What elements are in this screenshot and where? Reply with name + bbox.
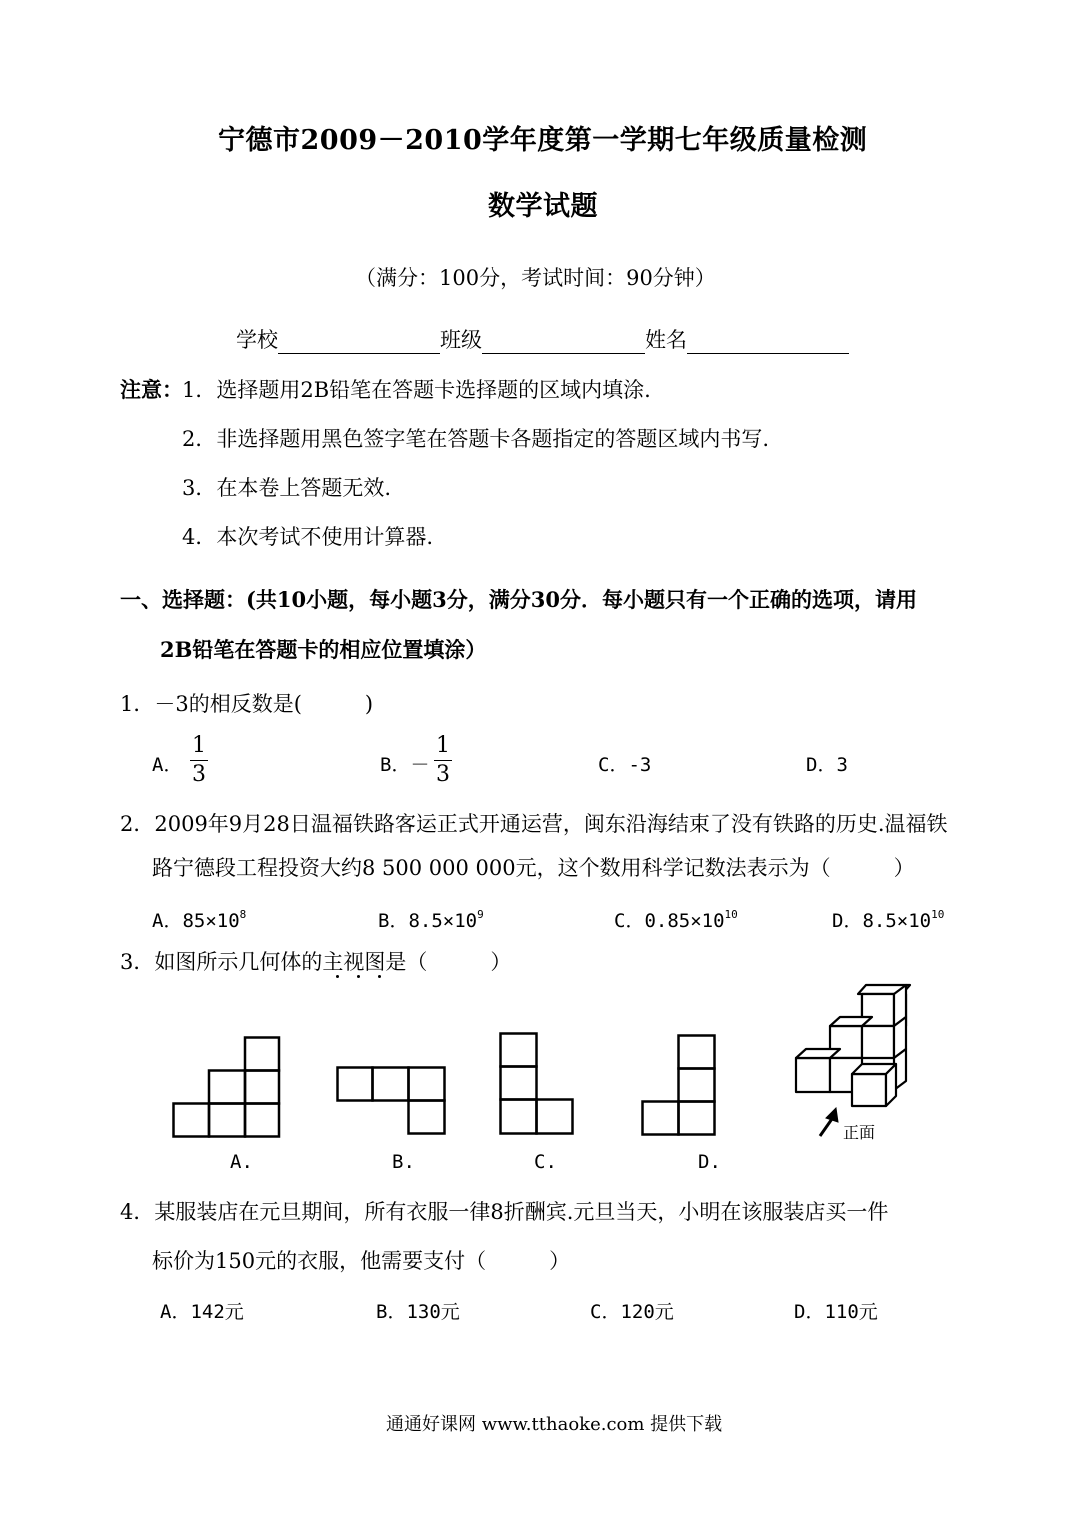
note-item-2: 2．非选择题用黑色签字笔在答题卡各题指定的答题区域内书写. xyxy=(182,427,770,451)
q4-option-b: B．130元 xyxy=(376,1301,460,1323)
notes-label: 注意： xyxy=(120,377,183,402)
q2-d-exponent: 10 xyxy=(931,908,945,921)
class-blank[interactable] xyxy=(482,331,645,354)
q2-c-exponent: 10 xyxy=(724,908,738,921)
note-item-1: 1．选择题用2B铅笔在答题卡选择题的区域内填涂. xyxy=(182,378,651,402)
section1-heading-line1: 一、选择题：(共10小题，每小题3分，满分30分．每小题只有一个正确的选项，请用 xyxy=(120,587,917,612)
exam-title-line2: 数学试题 xyxy=(488,191,598,222)
q2-a-base: A．85×10 xyxy=(152,910,240,932)
section1-heading-line2: 2B铅笔在答题卡的相应位置填涂） xyxy=(160,637,487,662)
q1-a-fraction-bar xyxy=(190,760,208,761)
exam-subtitle: （满分：100分，考试时间：90分钟） xyxy=(355,266,716,290)
school-label: 学校 xyxy=(236,328,278,352)
q2-c-base: C．0.85×10 xyxy=(614,910,725,932)
q1-option-d: D．3 xyxy=(806,754,848,776)
q2-option-c xyxy=(614,906,738,933)
page-footer: 通通好课网 www.tthaoke.com 提供下载 xyxy=(386,1414,723,1435)
q2-d-base: D．8.5×10 xyxy=(832,910,932,932)
q1-b-denominator: 3 xyxy=(436,762,450,787)
q3-figure-c xyxy=(499,1032,575,1136)
class-label: 班级 xyxy=(440,328,482,352)
q4-option-a: A．142元 xyxy=(160,1301,244,1323)
q2-b-base: B．8.5×10 xyxy=(378,910,478,932)
q1-b-fraction-bar xyxy=(434,760,452,761)
q1-a-denominator: 3 xyxy=(192,762,206,787)
q3-stem: 3．如图所示几何体的主视图是（ ） xyxy=(120,950,512,974)
q1-option-a-label: A． xyxy=(152,754,183,776)
q3-label-d: D. xyxy=(698,1151,721,1173)
q3-front-label: 正面 xyxy=(843,1123,876,1142)
q3-label-a: A. xyxy=(230,1151,253,1173)
exam-title-line1: 宁德市2009－2010学年度第一学期七年级质量检测 xyxy=(218,125,868,156)
q4-line1: 4．某服装店在元旦期间，所有衣服一律8折酬宾.元旦当天，小明在该服装店买一件 xyxy=(120,1200,889,1224)
q1-b-numerator: 1 xyxy=(436,733,450,758)
q1-option-a-fraction xyxy=(190,735,208,786)
q2-line2: 路宁德段工程投资大约8 500 000 000元，这个数用科学记数法表示为（ ） xyxy=(152,856,915,880)
emphasis-dot xyxy=(378,975,381,978)
q1-option-b-fraction xyxy=(434,735,452,786)
q4-line2: 标价为150元的衣服，他需要支付（ ） xyxy=(152,1249,571,1273)
q2-option-d xyxy=(832,906,944,933)
q4-option-d: D．110元 xyxy=(794,1301,878,1323)
note-item-4: 4．本次考试不使用计算器. xyxy=(182,525,434,549)
student-info-fields xyxy=(236,324,849,354)
q2-option-a xyxy=(152,906,246,933)
emphasis-dot xyxy=(357,975,360,978)
q3-solid-figure xyxy=(790,982,912,1142)
q1-option-c: C．-3 xyxy=(598,754,652,776)
q2-line1: 2．2009年9月28日温福铁路客运正式开通运营，闽东沿海结束了没有铁路的历史.温福铁 xyxy=(120,812,948,836)
note-item-3: 3．在本卷上答题无效. xyxy=(182,476,392,500)
name-label: 姓名 xyxy=(645,328,687,352)
q4-option-c: C．120元 xyxy=(590,1301,674,1323)
q3-label-b: B. xyxy=(392,1151,415,1173)
q3-figure-d xyxy=(641,1034,718,1137)
q1-stem: 1．－3的相反数是( ) xyxy=(120,692,374,716)
q2-b-exponent: 9 xyxy=(477,908,484,921)
q3-figure-b xyxy=(336,1066,448,1136)
school-blank[interactable] xyxy=(278,331,440,354)
q1-option-b-label: B．－ xyxy=(380,754,430,776)
name-blank[interactable] xyxy=(687,331,849,354)
q3-figure-a xyxy=(172,1036,282,1138)
q2-a-exponent: 8 xyxy=(239,908,247,921)
emphasis-dot xyxy=(336,975,339,978)
q1-a-numerator: 1 xyxy=(192,733,206,758)
q3-label-c: C. xyxy=(534,1151,557,1173)
q2-option-b xyxy=(378,906,484,933)
